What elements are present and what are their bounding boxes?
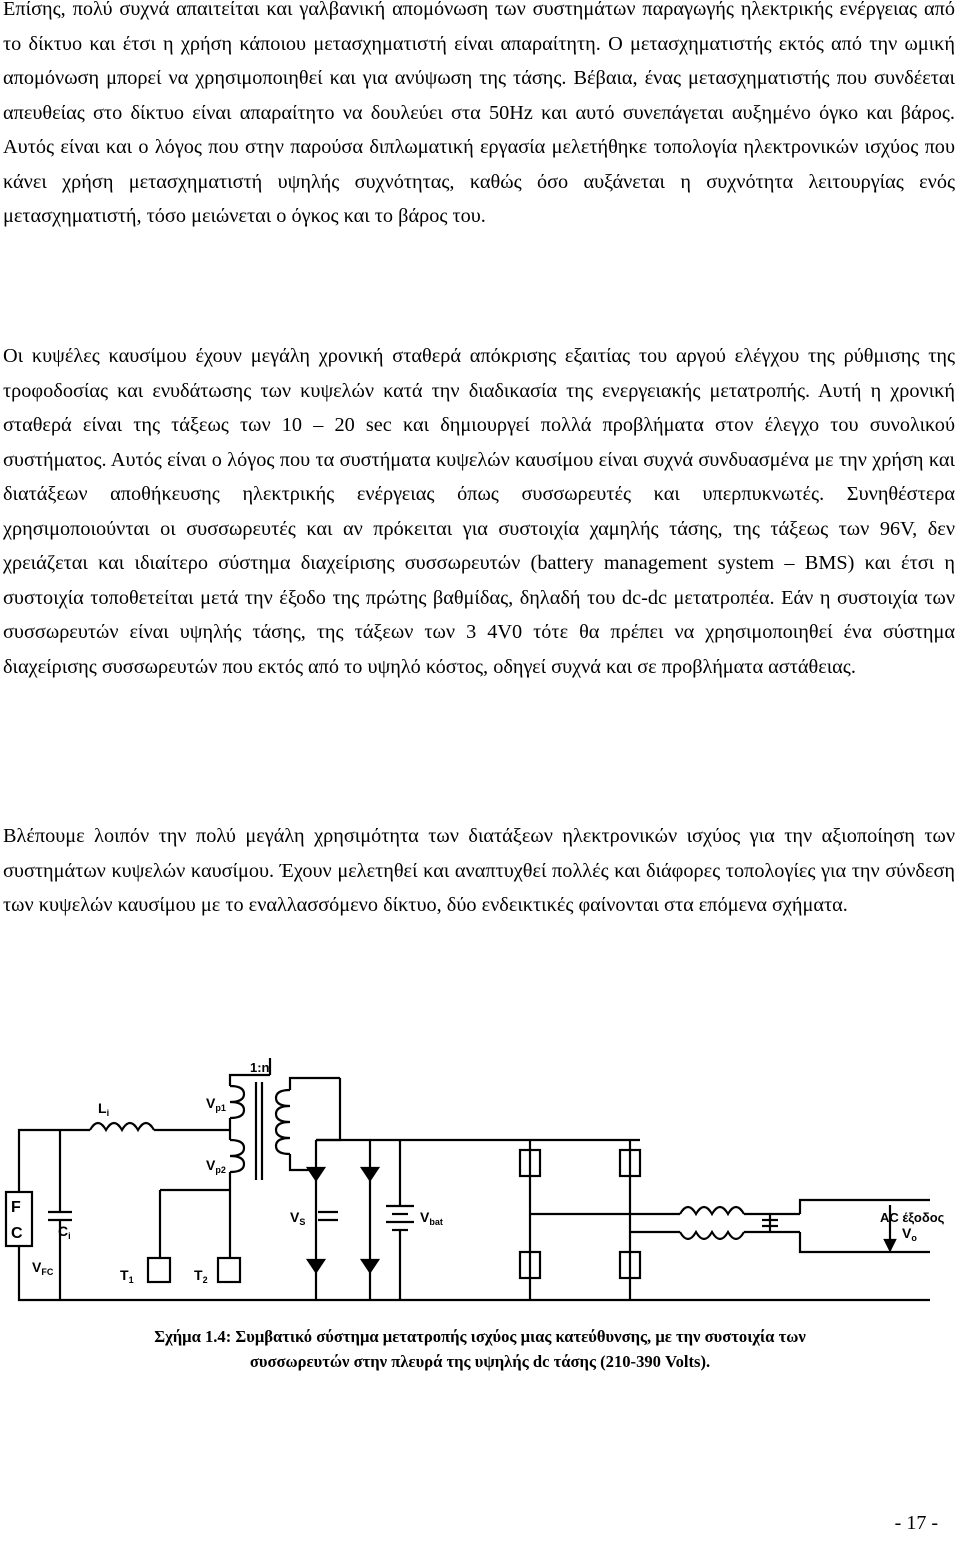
inductor-label: $L_i$ [98, 1100, 110, 1118]
t2-label: $T_2$ [194, 1267, 208, 1285]
vfc-label: $V_{FC}$ [32, 1259, 54, 1277]
circuit-diagram [0, 1055, 960, 1330]
vp2-label: $V_{p2}$ [206, 1157, 226, 1175]
figure-caption-line-1: Σχήμα 1.4: Συμβατικό σύστημα μετατροπής ισχύος μιας κατεύθυνσης, με την συστοιχία των [154, 1327, 806, 1346]
fuel-cell-c-label: C [11, 1225, 23, 1242]
vbat-label: $V_{bat}$ [420, 1209, 443, 1227]
vs-label: $V_S$ [290, 1209, 306, 1227]
paragraph-fuel-cells: Οι κυψέλες καυσίμου έχουν μεγάλη χρονική σταθερά απόκρισης εξαιτίας του αργού ελέγχου της ρύθμισης της τροφοδοσίας και ενυδάτωσης των κυψελών κατά την διαδικασία της ενεργειακής μετατροπής. Αυτή η χρονική σταθερά είναι της τάξεως των 10 – 20 sec και δημιουργεί πολλά προβλήματα στον έλεγχο του συνολικού συστήματος. Αυτός είναι ο λόγος που τα συστήματα κυψελών καυσίμου είναι συχνά συνδυασμένα με την χρήση και διατάξεων αποθήκευσης ηλεκτρικής ενέργειας όπως συσσωρευτές και υπερπυκνωτές. Συνηθέστερα χρησιμοποιούνται οι συσσωρευτές και αν πρόκειται για συστοιχία χαμηλής τάσης, της τάξεως των 96V, δεν χρειάζεται και ιδιαίτερο σύστημα διαχείρισης συσσωρευτών (battery management system – BMS) και έτσι η συστοιχία τοποθετείται μετά την έξοδο της πρώτης βαθμίδας, δηλαδή του dc-dc μετατροπέα. Εάν η συστοιχία των συσσωρευτών είναι υψηλής τάσης, της τάξεων των 3 4V0 τότε θα πρέπει να χρησιμοποιηθεί ένα σύστημα διαχείρισης συσσωρευτών που εκτός από το υψηλό κόστος, οδηγεί συχνά και σε προβλήματα αστάθειας. [3, 345, 955, 678]
capacitor-label: $C_i$ [58, 1223, 71, 1241]
turns-ratio-label: 1:n [250, 1060, 270, 1075]
vp1-label: $V_{p1}$ [206, 1095, 226, 1113]
t1-label: $T_1$ [120, 1267, 134, 1285]
fuel-cell-f-label: F [11, 1199, 21, 1216]
figure-caption-line-2: συσσωρευτών στην πλευρά της υψηλής dc τάσης (210-390 Volts). [249, 1352, 711, 1371]
vo-label: $V_o$ [902, 1225, 917, 1243]
page-number: - 17 - [894, 1512, 938, 1534]
paragraph-isolation: Επίσης, πολύ συχνά απαιτείται και γαλβανική απομόνωση των συστημάτων παραγωγής ηλεκτρικής ενέργειας από το δίκτυο και έτσι η χρήση κάποιου μετασχηματιστή είναι απαραίτητη. Ο μετασχηματιστής εκτός από την ωμική απομόνωση μπορεί να χρησιμοποιηθεί και για ανύψωση της τάσης. Βέβαια, ένας μετασχηματιστής που συνδέεται απευθείας στο δίκτυο είναι απαραίτητο να δουλεύει στα 50Hz και αυτό συνεπάγεται αυξημένο όγκο και βάρος. Αυτός είναι και ο λόγος που στην παρούσα διπλωματική εργασία μελετήθηκε τοπολογία ηλεκτρονικών ισχύος που κάνει χρήση μετασχηματιστή υψηλής συχνότητας, καθώς όσο αυξάνεται η συχνότητα λειτουργίας ενός μετασχηματιστή, τόσο μειώνεται ο όγκος και το βάρος του. [3, 0, 955, 227]
paragraph-topologies: Βλέπουμε λοιπόν την πολύ μεγάλη χρησιμότητα των διατάξεων ηλεκτρονικών ισχύος για την αξιοποίηση των συστημάτων κυψελών καυσίμου. Έχουν μελετηθεί και αναπτυχθεί πολλές και διάφορες τοπολογίες για την σύνδεση των κυψελών καυσίμου με το εναλλασσόμενο δίκτυο, δύο ενδεικτικές φαίνονται στα επόμενα σχήματα. [3, 825, 955, 916]
ac-output-label: AC έξοδος [880, 1210, 945, 1225]
